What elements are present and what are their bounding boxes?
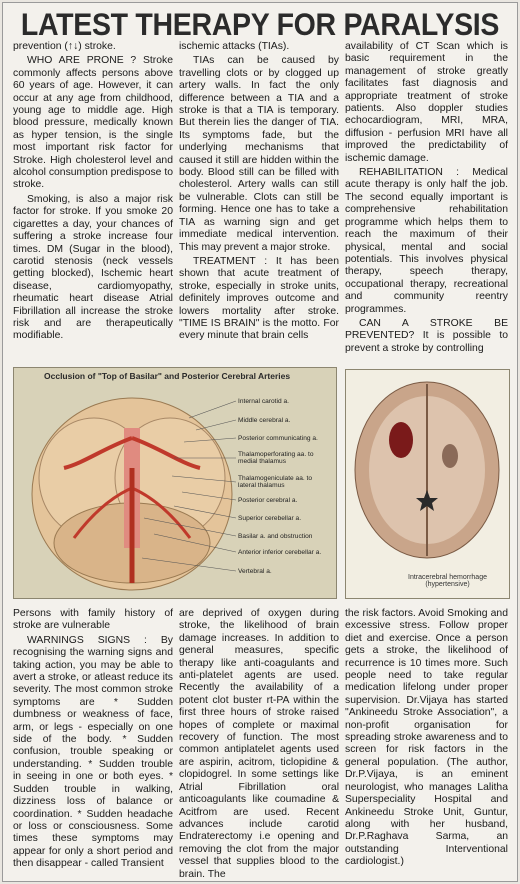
bottom-column-3 <box>345 608 508 869</box>
paragraph: REHABILITATION : Medical acute therapy is only half the job. The second equally important is comprehensive rehabilitation programme which helps them to reach the maximum of their physical, mental and social potentials. This involves physical therapy, speech therapy, occupational therapy, recreational and community reentry programmes. <box>345 167 508 315</box>
label-internal-carotid: Internal carotid a. <box>238 398 289 405</box>
paragraph: TIAs can be caused by travelling clots or by clogged up artery walls. In fact the only difference between a TIA and a stroke is that a TIA is temporary. But therein lies the danger of TIA. Its symptoms fade, but the underlying mechanisms that caused it still are hidden within the body. Blood still can be filled with cholesterol. Artery walls can still be vulnerable. Clots can still be forming. Hence one has to take a TIA as warning sign and get immediate medical intervention. This may prevent a major stroke. <box>179 55 339 253</box>
paragraph: prevention (↑↓) stroke. <box>13 41 116 52</box>
brain-arteries-illustration <box>13 367 337 599</box>
label-superior-cerebellar: Superior cerebellar a. <box>238 515 302 522</box>
paragraph: the risk factors. Avoid Smoking and excessive stress. Follow proper diet and exercise. Once a person gets a stroke, the likelihood of recurrence is 10 times more. Such people need to take regular medication lifelong under proper supervision. Dr.Vijaya has started "Ankineedu Stroke Association", a non-profit organisation for spreading stroke awareness and to screen for risk factors in the general population. (The author, Dr.P.Vijaya, is an eminent neurologist, who manages Lalitha Superspeciality Hospital and Ankineedu Stroke Unit, Guntur, along with her husband, Dr.P.Raghava Sarma, an outstanding Interventional cardiologist.) <box>345 608 508 868</box>
label-vertebral: Vertebral a. <box>238 568 272 575</box>
newspaper-page <box>2 2 518 882</box>
label-posterior-communicating: Posterior communicating a. <box>238 435 318 442</box>
figure-caption: Intracerebral hemorrhage (hypertensive) <box>408 574 487 588</box>
bottom-column-1 <box>13 608 173 871</box>
hemorrhage-brain-section <box>345 369 510 599</box>
label-anterior-inferior-cerebellar: Anterior inferior cerebellar a. <box>238 549 322 556</box>
label-basilar: Basilar a. and obstruction <box>238 533 313 540</box>
label-thalamoperforating: Thalamoperforating aa. to medial thalamus <box>238 451 314 465</box>
paragraph: CAN A STROKE BE PREVENTED? It is possible to prevent a stroke by controlling <box>345 317 508 354</box>
bottom-column-2 <box>179 608 339 881</box>
column-3 <box>345 41 508 355</box>
paragraph: WARNINGS SIGNS : By recognising the warning signs and taking action, you may be able to avert a stroke, or atleast reduce its severity. The most common stroke symptoms are * Sudden dumbness or weakness of face, arm, or legs - especially on one side of the body. * Sudden confusion, trouble speaking or understanding. * Sudden trouble in seeing in one or both eyes. * Sudden trouble in walking, dizziness loss of balance or coordination. * Sudden headache or loss or consciousness. Some times these symptoms may appear for only a short period and then disappear - called Transient <box>13 634 173 870</box>
column-1 <box>13 41 173 343</box>
label-middle-cerebral: Middle cerebral a. <box>238 417 291 424</box>
label-posterior-cerebral: Posterior cerebral a. <box>238 497 298 504</box>
paragraph: Smoking, is also a major risk factor for stroke. If you smoke 20 cigarettes a day, your chances of suffering a stroke increase four times. DM (Sugar in the blood), carotid stenosis (neck vessels getting blocked), Ischemic heart disease, cardiomyopathy, rheumatic heart disease Atrial Fibrillation all increase the stroke risk and are therapeutically modifiable. <box>13 193 173 342</box>
figure-caption: Occlusion of "Top of Basilar" and Posterior Cerebral Arteries <box>44 371 291 381</box>
paragraph: availability of CT Scan which is basic requirement in the management of stroke greatly facilitates fast diagnosis and appropriate treatment of stroke patients. Also doppler studies echocardiogram, MRI, MRA, diffusion - perfusion MRI have all improved the predictability of ischemic damage. <box>345 41 508 164</box>
paragraph: ischemic attacks (TIAs). <box>179 41 290 52</box>
label-thalamogeniculate: Thalamogeniculate aa. to lateral thalamus <box>238 475 313 489</box>
paragraph: are deprived of oxygen during stroke, the likelihood of brain damage increases. In addition to general measures, specific therapy like anti-coagulants and anti-platelet agents are used. Recently the availability of a potent clot buster rt-PA within the first three hours of stroke raised hopes of complete or maximal recovery of function. The most common antiplatelet agents used are aspirin, acitrom, ticlopidine & clopidogrel. In some settings like Atrial Fibrillation oral anticoagulants like coumadine & Acitfrom are used. Recent advances include carotid Endraterectomy i.e opening and removing the clot from the major vessel that supplies blood to the brain. The <box>179 608 339 880</box>
column-2 <box>179 41 339 343</box>
brain-section-drawing <box>346 370 509 598</box>
paragraph: TREATMENT : It has been shown that acute treatment of stroke, especially in stroke units, definitely improves outcome and lowers mortality after stroke. "TIME IS BRAIN" is the motto. For every minute that brain cells <box>179 255 339 342</box>
paragraph: Persons with family history of stroke are vulnerable <box>13 608 173 632</box>
paragraph: WHO ARE PRONE ? Stroke commonly affects persons above 60 years of age. However, it can occur at any age from childhood, young age to middle age. High blood pressure, medically known as hyper tension, is the single most important risk factor for Stroke. High cholesterol level and alcohol consumption predispose to stroke. <box>13 55 173 191</box>
article-title: LATEST THERAPY FOR PARALYSIS <box>20 7 500 43</box>
